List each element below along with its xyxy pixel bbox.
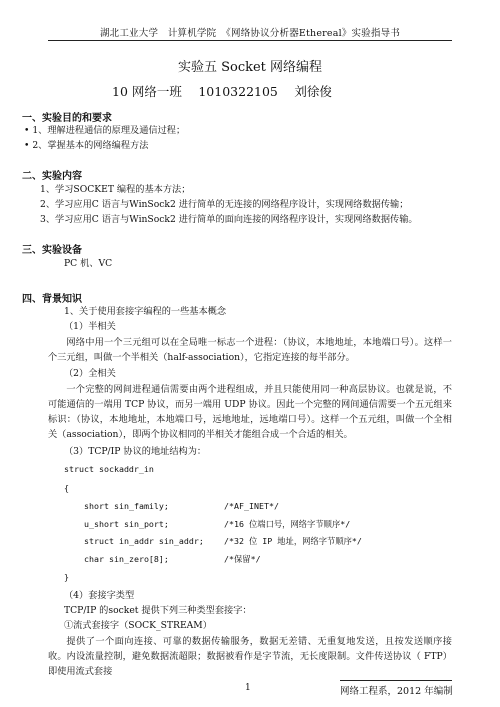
section1-heading: 一、实验目的和要求 — [22, 113, 112, 124]
code-close-brace: } — [64, 572, 69, 582]
code-line-1: short sin_family; — [84, 501, 169, 511]
code-line-2: u_short sin_port; — [84, 519, 169, 529]
section2-item-3: 3、学习应用C 语言与WinSock2 进行简单的面向连接的网络程序设计，实现网络数据传输。 — [40, 214, 418, 225]
code-open-brace: { — [64, 483, 69, 493]
section2-item-1: 1、学习SOCKET 编程的基本方法； — [40, 184, 191, 195]
code-comment-4: /*保留*/ — [224, 554, 261, 564]
stream-socket-text: 提供了一个面向连接、可靠的数据传输服务，数据无差错、无重复地发送，且按发送顺序接收。内设流量控制，避免数据流超限；数据被看作是字节流，无长度限制。文件传送协议（ FTP）即使用流式套接 — [48, 636, 452, 677]
code-comment-3: /*32 位 IP 地址，网络字节顺序*/ — [224, 536, 362, 546]
section2-item-2: 2、学习应用C 语言与WinSock2 进行简单的无连接的网络程序设计，实现网络数据传输； — [40, 199, 409, 210]
concepts-intro: 1、关于使用套接字编程的一些基本概念 — [64, 306, 227, 317]
section4-heading: 四、背景知识 — [22, 294, 82, 305]
address-structure-title: （3）TCP/IP 协议的地址结构为： — [64, 446, 207, 457]
full-association-title: （2）全相关 — [64, 368, 116, 379]
code-comment-1: /*AF_INET*/ — [224, 501, 279, 511]
document-title: 实验五 Socket 网络编程 — [177, 60, 323, 75]
socket-type-title: （4）套接字类型 — [64, 590, 135, 601]
footer-rule — [340, 680, 452, 681]
page-number: 1 — [245, 683, 251, 693]
code-line-3: struct in_addr sin_addr; — [84, 536, 204, 546]
section1-item-1: • 1、理解进程通信的原理及通信过程； — [24, 125, 186, 136]
half-association-title: （1）半相关 — [64, 321, 116, 332]
header-rule — [48, 40, 452, 41]
socket-type-intro: TCP/IP 的socket 提供下列三种类型套接字： — [64, 605, 252, 616]
half-association-text: 网络中用一个三元组可以在全局唯一标志一个进程：（协议，本地地址，本地端口号）。这样一个三元组，叫做一个半相关（half-association），它指定连接的每半部分。 — [48, 337, 452, 363]
code-comment-2: /*16 位端口号，网络字节顺序*/ — [224, 519, 351, 529]
section3-content: PC 机、VC — [64, 258, 113, 269]
section3-heading: 三、实验设备 — [22, 245, 82, 256]
footer-note: 网络工程系，2012 年编制 — [340, 686, 453, 697]
full-association-text: 一个完整的网间进程通信需要由两个进程组成，并且只能使用同一种高层协议。也就是说，不可能通信的一端用 TCP 协议，而另一端用 UDP 协议。因此一个完整的网间通信需要一个五元组来标识：（协议，本地地址，本地端口号，远地地址，远地端口号）。这样一个五元组，叫做一个全相关（association），即两个协议相同的半相关才能组合成一个合适的相关。 — [48, 384, 452, 440]
code-line-4: char sin_zero[8]; — [84, 554, 169, 564]
stream-socket-title: ①流式套接字（SOCK_STREAM） — [64, 620, 212, 631]
author-line: 10 网络一班 1010322105 刘徐俊 — [112, 84, 332, 99]
code-struct-decl: struct sockaddr_in — [64, 464, 154, 474]
section1-item-2: • 2、掌握基本的网络编程方法 — [24, 140, 149, 151]
page-header: 湖北工业大学 计算机学院 《网络协议分析器Ethereal》实验指导书 — [99, 28, 401, 39]
section2-heading: 二、实验内容 — [22, 171, 82, 182]
